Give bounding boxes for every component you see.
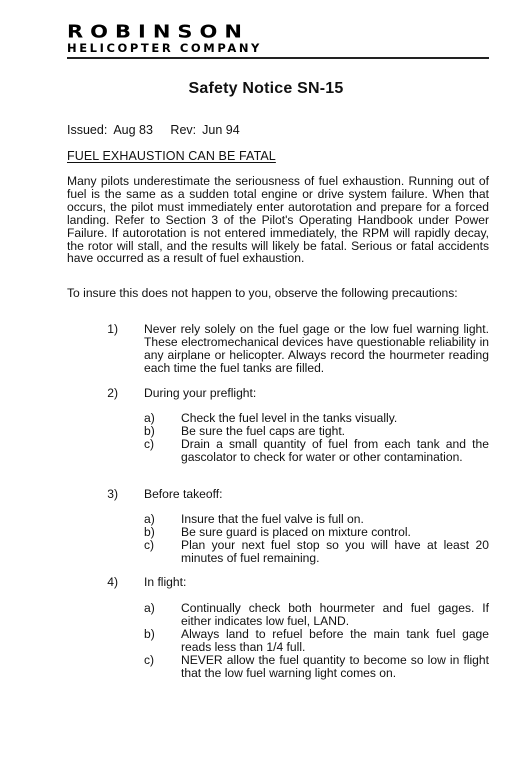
sub-item-text: Drain a small quantity of fuel from each tank and the gascolator to check for water or other contamination.: [181, 437, 489, 464]
sub-item-text: NEVER allow the fuel quantity to become so low in flight that the low fuel warning light comes on.: [181, 653, 489, 680]
item-text: Before takeoff:: [144, 487, 223, 501]
item-text: Never rely solely on the fuel gage or the low fuel warning light. These electromechanical devices have questionable reliability in any airplane or helicopter. Always record the hourmeter reading each time the fuel tanks are filled.: [144, 322, 489, 375]
issue-info: [67, 123, 254, 137]
item-text: In flight:: [144, 575, 187, 589]
issued-label: Issued:: [67, 123, 108, 137]
sub-item-text: Insure that the fuel valve is full on.: [181, 512, 364, 526]
sub-item-label: b): [144, 627, 155, 641]
item-number: 4): [107, 575, 118, 589]
sub-item-text: Always land to refuel before the main tank fuel gage reads less than 1/4 full.: [181, 627, 489, 654]
item-number: 1): [107, 322, 118, 336]
rev-label: Rev:: [170, 123, 197, 137]
sub-item-label: b): [144, 424, 155, 438]
item-text: During your preflight:: [144, 386, 257, 400]
intro-paragraph: Many pilots underestimate the seriousness of fuel exhaustion. Running out of fuel is the same as a sudden total engine or drive system failure. When that occurs, the pilot must immediately enter autorotation and prepare for a forced landing. Refer to Section 3 of the Pilot's Operating Handbook under Power Failure. If autorotation is not entered immediately, the RPM will rapidly decay, the rotor will stall, and the results will likely be fatal. Serious or fatal accidents have occurred as a result of fuel exhaustion.: [67, 174, 489, 266]
sub-item-label: c): [144, 538, 155, 552]
sub-item-label: a): [144, 512, 155, 526]
rev-date: Jun 94: [202, 123, 240, 137]
sub-item-text: Check the fuel level in the tanks visually.: [181, 411, 398, 425]
sub-item-text: Be sure guard is placed on mixture control.: [181, 525, 411, 539]
item-number: 3): [107, 487, 118, 501]
item-number: 2): [107, 386, 118, 400]
sub-item-text: Continually check both hourmeter and fuel gages. If either indicates low fuel, LAND.: [181, 601, 489, 628]
sub-item-text: Plan your next fuel stop so you will have at least 20 minutes of fuel remaining.: [181, 538, 489, 565]
issued-date: Aug 83: [113, 123, 153, 137]
sub-item-label: a): [144, 601, 155, 615]
sub-item-label: c): [144, 653, 155, 667]
section-heading: FUEL EXHAUSTION CAN BE FATAL: [67, 149, 276, 163]
header-divider: [67, 57, 489, 59]
sub-item-label: c): [144, 437, 155, 451]
sub-item-text: Be sure the fuel caps are tight.: [181, 424, 346, 438]
notice-title: Safety Notice SN-15: [188, 80, 344, 97]
sub-item-label: b): [144, 525, 155, 539]
sub-item-label: a): [144, 411, 155, 425]
robinson-logo: [67, 22, 262, 55]
precautions-intro: To insure this does not happen to you, observe the following precautions:: [67, 286, 458, 300]
logo-company-name: ROBINSON: [67, 21, 249, 42]
logo-company-subtitle: HELICOPTER COMPANY: [67, 41, 262, 55]
